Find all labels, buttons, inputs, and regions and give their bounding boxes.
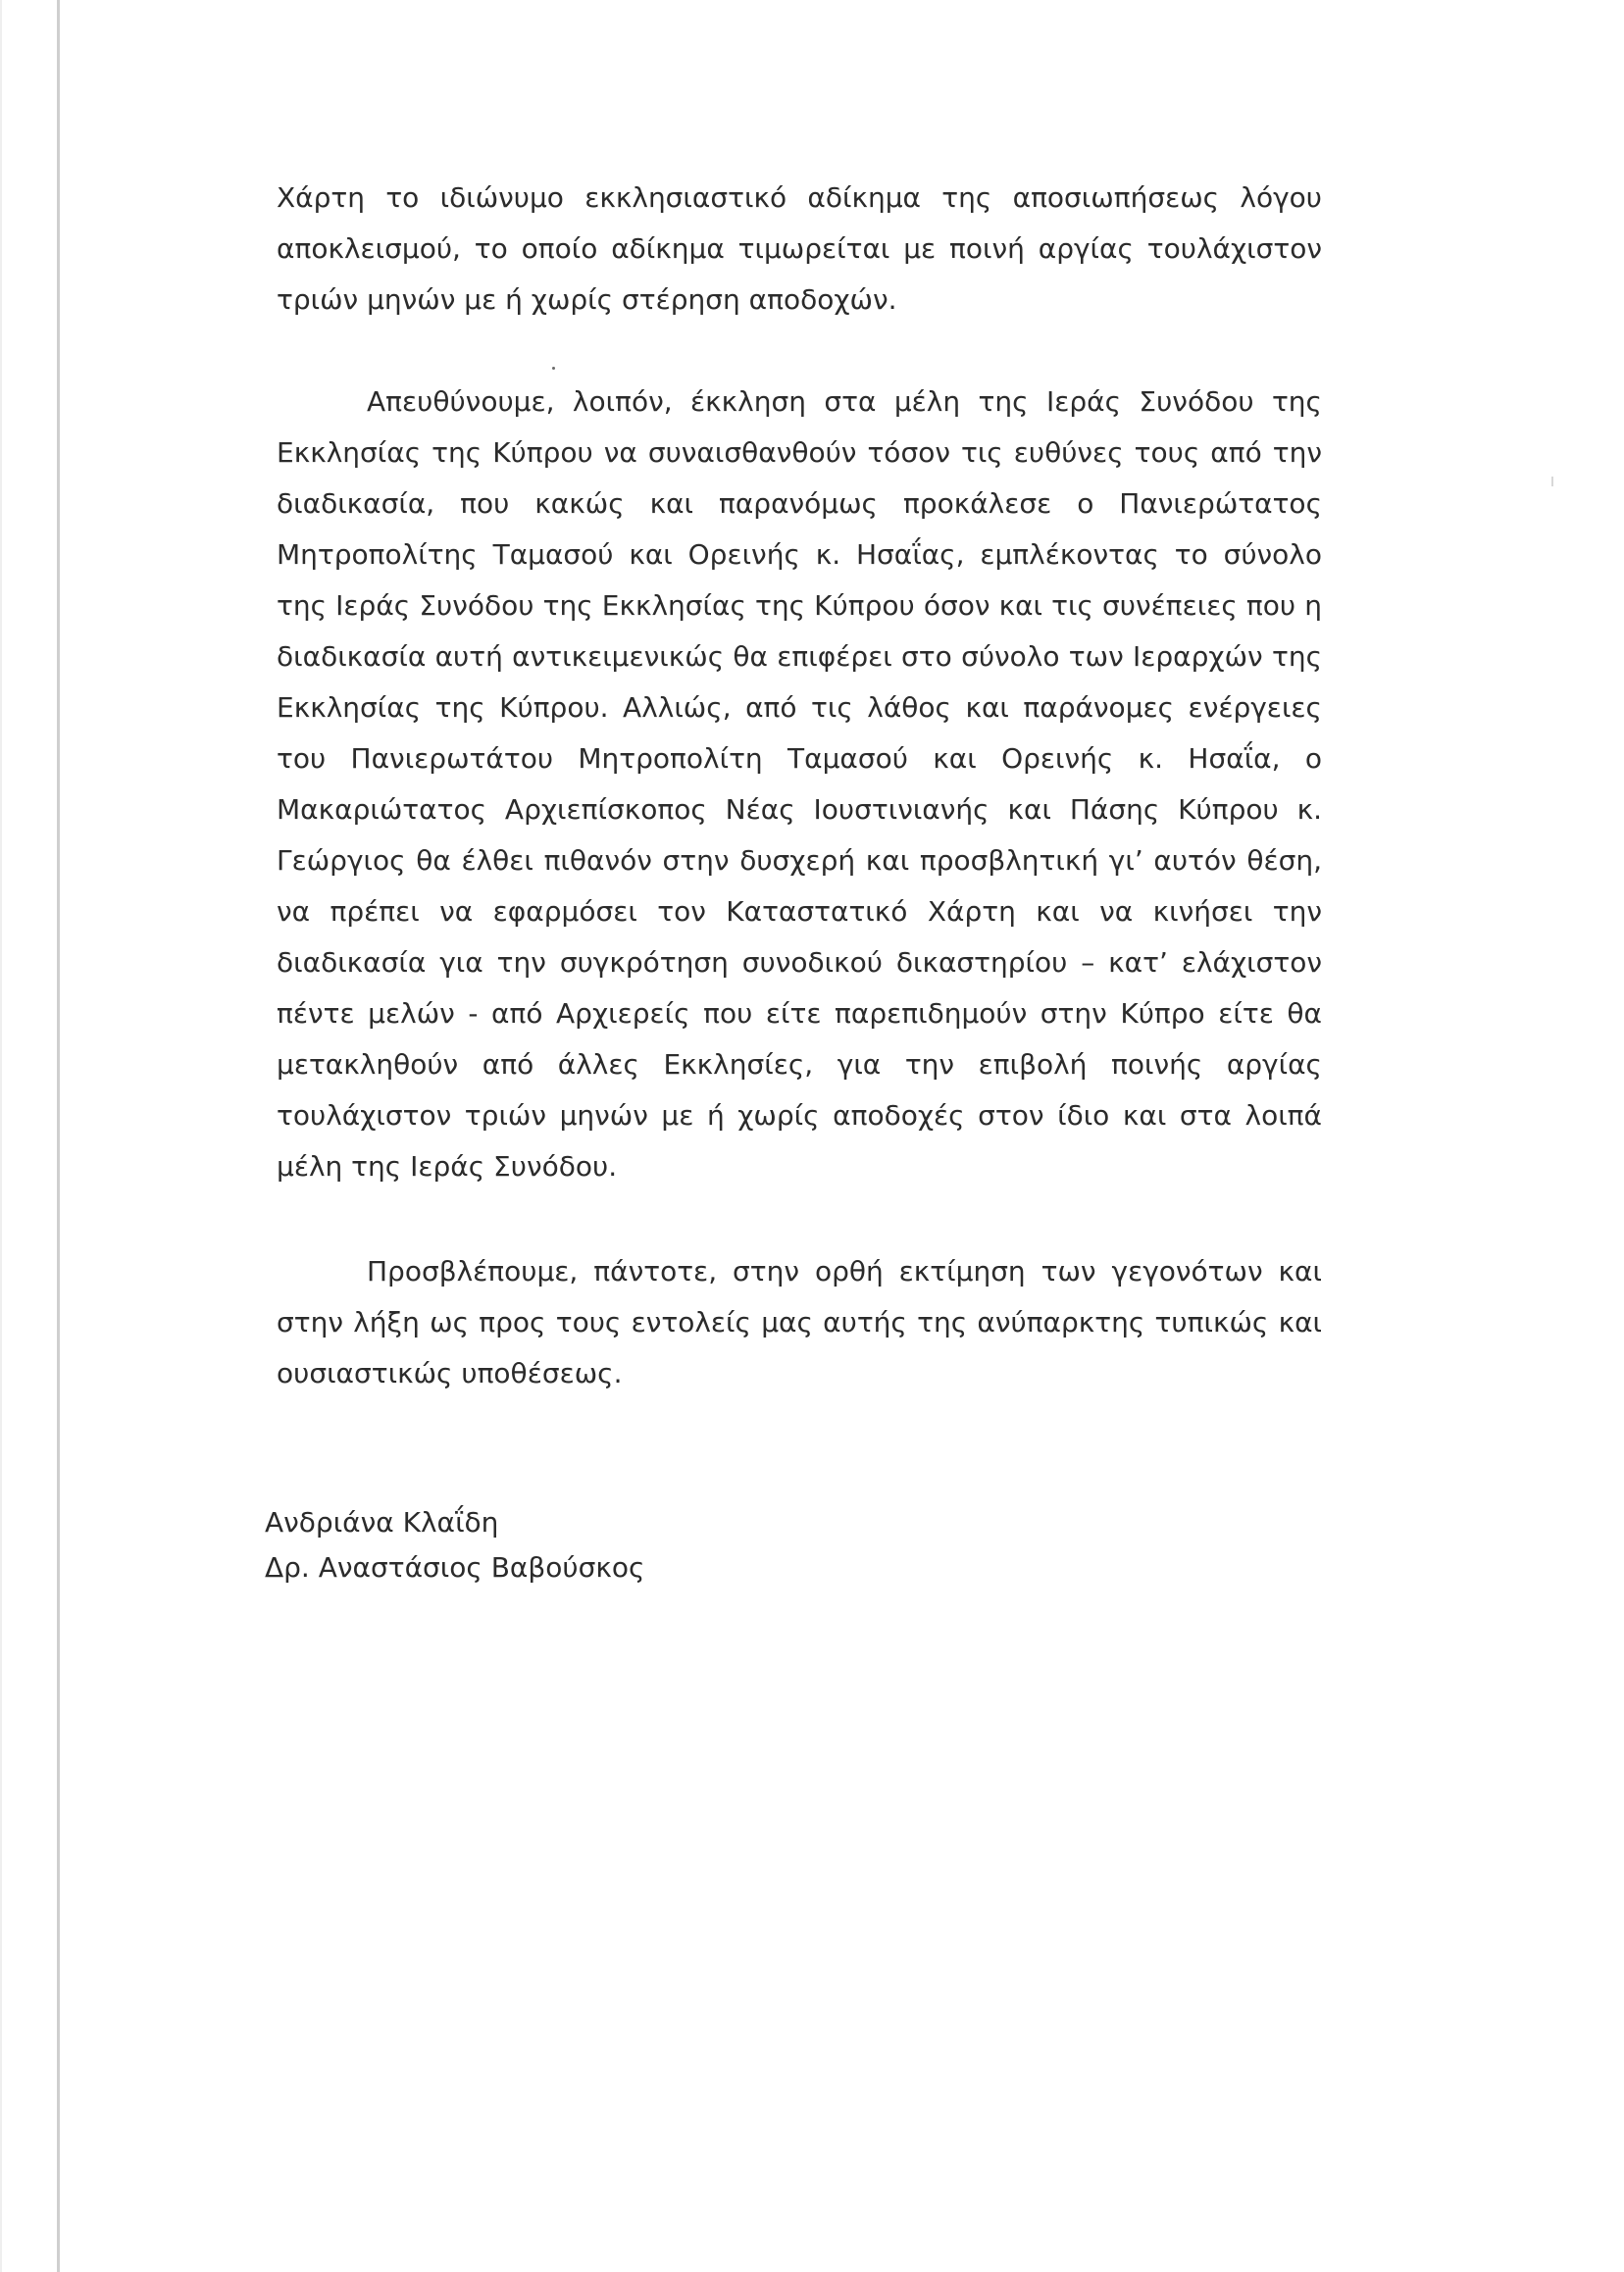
scan-speck-right	[1551, 477, 1553, 486]
scan-border-outer	[0, 0, 2, 2272]
scan-border-line	[57, 0, 60, 2272]
signatory-name: Ανδριάνα Κλαΐδη	[265, 1506, 499, 1539]
paragraph-continuation: Χάρτη το ιδιώνυμο εκκλησιαστικό αδίκημα της αποσιωπήσεως λόγου αποκλεισμού, το οποίο αδίκημα τιμωρείται με ποινή αργίας τουλάχιστον τριών μηνών με ή χωρίς στέρηση αποδοχών.	[277, 181, 1322, 316]
signatory-name: Δρ. Αναστάσιος Βαβούσκος	[265, 1551, 645, 1584]
paragraph-closing: Προσβλέπουμε, πάντοτε, στην ορθή εκτίμηση των γεγονότων και στην λήξη ως προς τους εντολείς μας αυτής της ανύπαρκτης τυπικώς και ουσιαστικώς υποθέσεως.	[277, 1255, 1322, 1389]
signature-block	[265, 1500, 644, 1590]
letter-body	[277, 173, 1322, 1399]
paragraph-appeal: Απευθύνουμε, λοιπόν, έκκληση στα μέλη της Ιεράς Συνόδου της Εκκλησίας της Κύπρου να συναισθανθούν τόσον τις ευθύνες τους από την διαδικασία, που κακώς και παρανόμως προκάλεσε ο Πανιερώτατος Μητροπολίτης Ταμασού και Ορεινής κ. Ησαΐας, εμπλέκοντας το σύνολο της Ιεράς Συνόδου της Εκκλησίας της Κύπρου όσον και τις συνέπειες που η διαδικασία αυτή αντικειμενικώς θα επιφέρει στο σύνολο των Ιεραρχών της Εκκλησίας της Κύπρου. Αλλιώς, από τις λάθος και παράνομες ενέργειες του Πανιερωτάτου Μητροπολίτη Ταμασού και Ορεινής κ. Ησαΐα, ο Μακαριώτατος Αρχιεπίσκοπος Νέας Ιουστινιανής και Πάσης Κύπρου κ. Γεώργιος θα έλθει πιθανόν στην δυσχερή και προσβλητική γι’ αυτόν θέση, να πρέπει να εφαρμόσει τον Καταστατικό Χάρτη και να κινήσει την διαδικασία για την συγκρότηση συνοδικού δικαστηρίου – κατ’ ελάχιστον πέντε μελών - από Αρχιερείς που είτε παρεπιδημούν στην Κύπρο είτε θα μετακληθούν από άλλες Εκκλησίες, για την επιβολή ποινής αργίας τουλάχιστον τριών μηνών με ή χωρίς αποδοχές στον ίδιο και στα λοιπά μέλη της Ιεράς Συνόδου.	[277, 385, 1322, 1183]
